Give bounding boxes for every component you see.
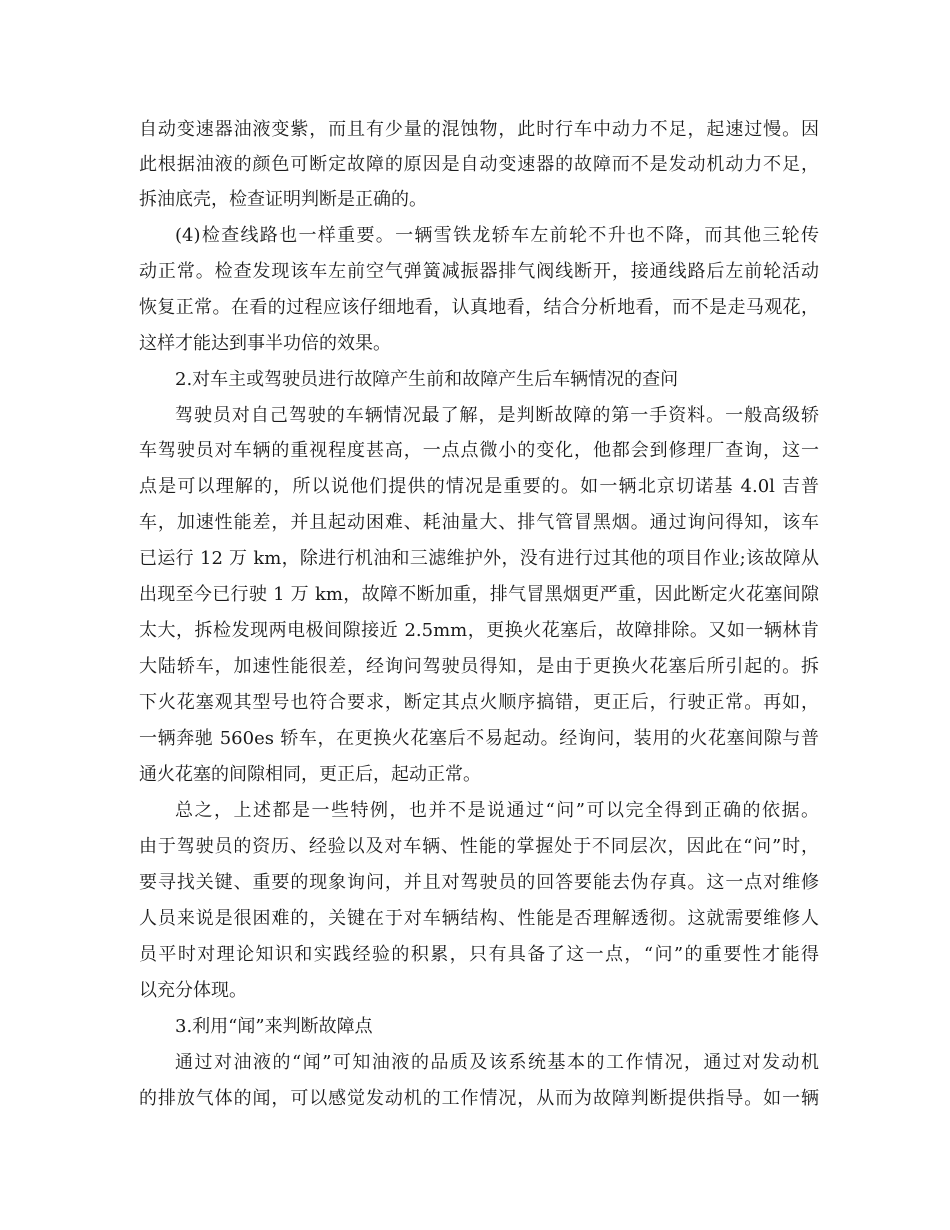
paragraph-line: 以充分体现。 xyxy=(139,980,247,1001)
paragraph-line: 通过对油液的“闻”可知油液的品质及该系统基本的工作情况，通过对发动机 xyxy=(175,1052,819,1073)
paragraph-line: 由于驾驶员的资历、经验以及对车辆、性能的掌握处于不同层次，因此在“问”时， xyxy=(139,836,819,857)
paragraph-line: 此根据油液的颜色可断定故障的原因是自动变速器的故障而不是发动机动力不足， xyxy=(139,154,819,175)
paragraph-line: 车驾驶员对车辆的重视程度甚高，一点点微小的变化，他都会到修理厂查询，这一 xyxy=(139,440,819,461)
paragraph-line: 总之，上述都是一些特例，也并不是说通过“问”可以完全得到正确的依据。 xyxy=(175,800,819,821)
paragraph-line: 人员来说是很困难的，关键在于对车辆结构、性能是否理解透彻。这就需要维修人 xyxy=(139,908,819,929)
paragraph-line: 动正常。检查发现该车左前空气弹簧减振器排气阀线断开，接通线路后左前轮活动 xyxy=(139,261,819,282)
paragraph-line: 大陆轿车，加速性能很差，经询问驾驶员得知，是由于更换火花塞后所引起的。拆 xyxy=(139,656,819,677)
paragraph-line: 下火花塞观其型号也符合要求，断定其点火顺序搞错，更正后，行驶正常。再如， xyxy=(139,692,819,713)
paragraph-line: 太大，拆检发现两电极间隙接近 2.5mm，更换火花塞后，故障排除。又如一辆林肯 xyxy=(139,620,819,641)
section-heading: 3.利用“闻”来判断故障点 xyxy=(175,1016,373,1037)
paragraph-line: 自动变速器油液变紫，而且有少量的混蚀物，此时行车中动力不足，起速过慢。因 xyxy=(139,119,819,140)
paragraph-line: 一辆奔驰 560es 轿车，在更换火花塞后不易起动。经询问，装用的火花塞间隙与普 xyxy=(139,728,819,749)
paragraph-line: 的排放气体的闻，可以感觉发动机的工作情况，从而为故障判断提供指导。如一辆 xyxy=(139,1088,819,1109)
paragraph-line: 员平时对理论知识和实践经验的积累，只有具备了这一点，“问”的重要性才能得 xyxy=(139,944,819,965)
paragraph-line: 拆油底壳，检查证明判断是正确的。 xyxy=(139,189,427,210)
paragraph-line: 通火花塞的间隙相同，更正后，起动正常。 xyxy=(139,764,481,785)
paragraph-line: 出现至今已行驶 1 万 km，故障不断加重，排气冒黑烟更严重，因此断定火花塞间隙 xyxy=(139,584,819,605)
paragraph-line: 已运行 12 万 km，除进行机油和三滤维护外，没有进行过其他的项目作业;该故障从 xyxy=(139,548,819,569)
paragraph-line: 恢复正常。在看的过程应该仔细地看，认真地看，结合分析地看，而不是走马观花， xyxy=(139,297,819,318)
paragraph-line: 这样才能达到事半功倍的效果。 xyxy=(139,333,391,354)
paragraph-line: 驾驶员对自己驾驶的车辆情况最了解，是判断故障的第一手资料。一般高级轿 xyxy=(175,405,819,426)
paragraph-line: (4)检查线路也一样重要。一辆雪铁龙轿车左前轮不升也不降，而其他三轮传 xyxy=(175,225,819,246)
paragraph-line: 要寻找关键、重要的现象询问，并且对驾驶员的回答要能去伪存真。这一点对维修 xyxy=(139,872,819,893)
paragraph-line: 车，加速性能差，并且起动困难、耗油量大、排气管冒黑烟。通过询问得知，该车 xyxy=(139,512,819,533)
paragraph-line: 点是可以理解的，所以说他们提供的情况是重要的。如一辆北京切诺基 4.0l 吉普 xyxy=(139,476,819,497)
section-heading: 2.对车主或驾驶员进行故障产生前和故障产生后车辆情况的查问 xyxy=(175,369,679,390)
